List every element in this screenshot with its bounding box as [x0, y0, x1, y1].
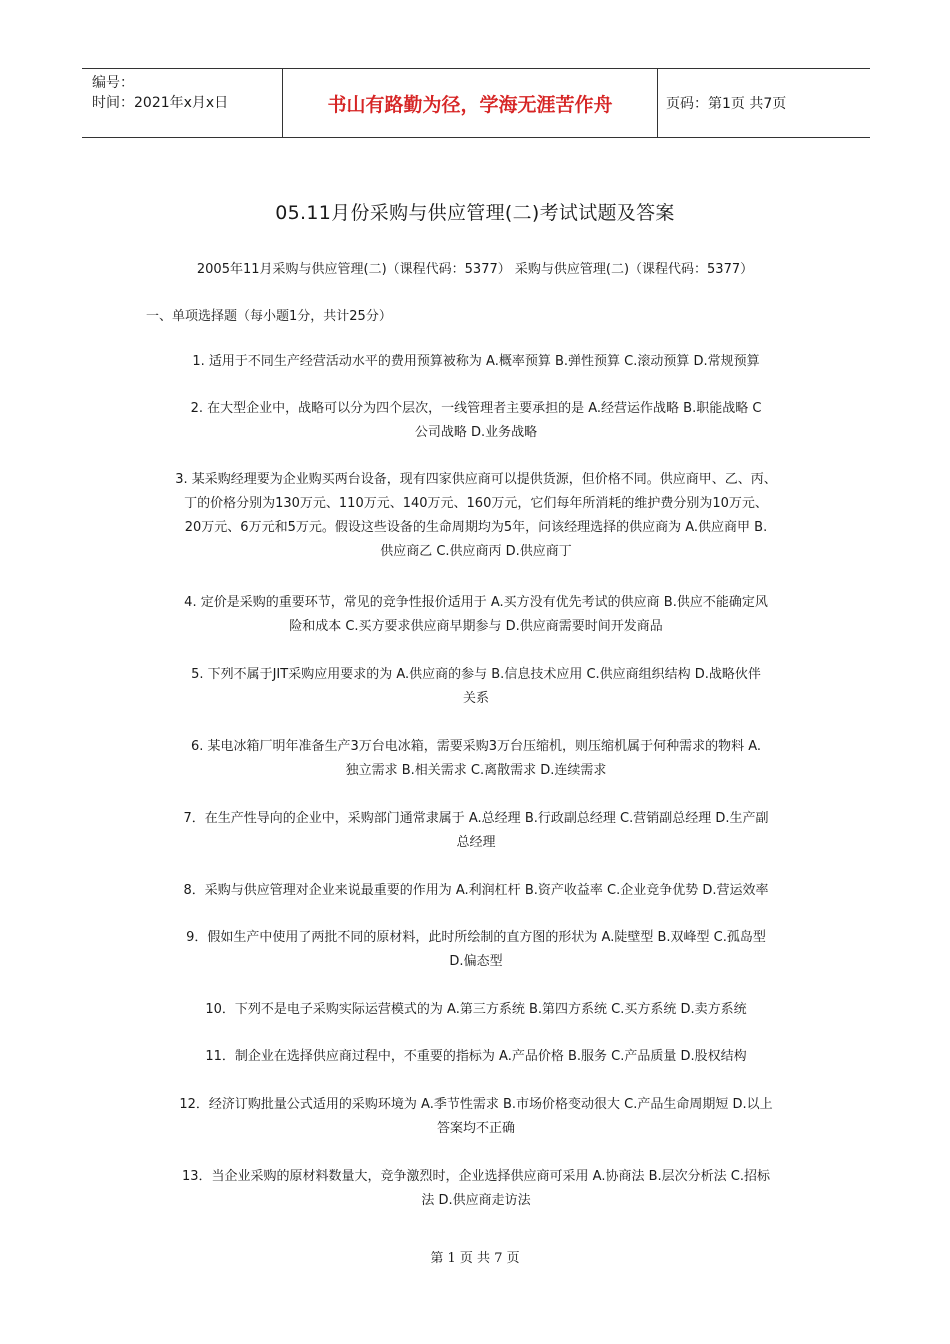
- question-2: [140, 397, 812, 445]
- document-subtitle: 2005年11月采购与供应管理(二)（课程代码：5377） 采购与供应管理(二)（课程代码：5377）: [196, 262, 754, 277]
- document-date: 时间：2021年x月x日: [92, 95, 229, 111]
- question-13: [140, 1165, 812, 1213]
- question-1: [140, 350, 812, 374]
- document-title: 05.11月份采购与供应管理(二)考试试题及答案: [275, 202, 675, 224]
- question-line: 13．当企业采购的原材料数量大，竞争激烈时，企业选择供应商可采用 A.协商法 B.层次分析法 C.招标: [182, 1169, 770, 1184]
- question-line: 8．采购与供应管理对企业来说最重要的作用为 A.利润杠杆 B.资产收益率 C.企业竞争优势 D.营运效率: [183, 883, 769, 898]
- question-line: 10．下列不是电子采购实际运营模式的为 A.第三方系统 B.第四方系统 C.买方系统 D.卖方系统: [205, 1002, 747, 1017]
- question-line: 5. 下列不属于JIT采购应用要求的为 A.供应商的参与 B.信息技术应用 C.供应商组织结构 D.战略伙伴: [191, 667, 761, 682]
- question-line: 供应商乙 C.供应商丙 D.供应商丁: [380, 544, 572, 559]
- question-line: D.偏态型: [449, 954, 503, 969]
- question-line: 9．假如生产中使用了两批不同的原材料，此时所绘制的直方图的形状为 A.陡壁型 B.双峰型 C.孤岛型: [186, 930, 766, 945]
- question-line: 11．制企业在选择供应商过程中，不重要的指标为 A.产品价格 B.服务 C.产品质量 D.股权结构: [205, 1049, 747, 1064]
- question-line: 公司战略 D.业务战略: [414, 425, 538, 440]
- question-4: [140, 591, 812, 639]
- question-11: [140, 1045, 812, 1069]
- header-page-info: 页码：第1页 共7页: [666, 96, 787, 112]
- question-line: 丁的价格分别为130万元、110万元、140万元、160万元，它们每年所消耗的维护费分别为10万元、: [184, 496, 768, 511]
- question-line: 总经理: [456, 835, 496, 850]
- question-9: [140, 926, 812, 974]
- section-heading: 一、单项选择题（每小题1分，共计25分）: [146, 309, 392, 324]
- header-table: [82, 68, 870, 138]
- question-line: 1. 适用于不同生产经营活动水平的费用预算被称为 A.概率预算 B.弹性预算 C.滚动预算 D.常规预算: [192, 354, 760, 369]
- question-line: 险和成本 C.买方要求供应商早期参与 D.供应商需要时间开发商品: [289, 619, 663, 634]
- question-7: [140, 807, 812, 855]
- question-line: 3. 某采购经理要为企业购买两台设备，现有四家供应商可以提供货源，但价格不同。供应商甲、乙、丙、: [175, 472, 777, 487]
- question-10: [140, 998, 812, 1022]
- question-line: 20万元、6万元和5万元。假设这些设备的生命周期均为5年，问该经理选择的供应商为 A.供应商甲 B.: [184, 520, 768, 535]
- header-meta-cell: [82, 69, 282, 137]
- question-12: [140, 1093, 812, 1141]
- question-line: 2. 在大型企业中，战略可以分为四个层次，一线管理者主要承担的是 A.经营运作战略 B.职能战略 C: [190, 401, 762, 416]
- question-5: [140, 663, 812, 711]
- question-3: [140, 468, 812, 564]
- question-8: [140, 879, 812, 903]
- question-line: 7．在生产性导向的企业中，采购部门通常隶属于 A.总经理 B.行政副总经理 C.营销副总经理 D.生产副: [183, 811, 769, 826]
- question-line: 关系: [462, 691, 489, 706]
- question-line: 4. 定价是采购的重要环节，常见的竞争性报价适用于 A.买方没有优先考试的供应商 B.供应不能确定风: [184, 595, 768, 610]
- question-6: [140, 735, 812, 783]
- question-line: 12．经济订购批量公式适用的采购环境为 A.季节性需求 B.市场价格变动很大 C.产品生命周期短 D.以上: [179, 1097, 773, 1112]
- question-line: 答案均不正确: [436, 1121, 515, 1136]
- question-line: 独立需求 B.相关需求 C.离散需求 D.连续需求: [345, 763, 607, 778]
- question-line: 6. 某电冰箱厂明年准备生产3万台电冰箱，需要采购3万台压缩机，则压缩机属于何种需求的物料 A.: [190, 739, 761, 754]
- page-footer: 第 1 页 共 7 页: [430, 1251, 520, 1266]
- document-number-label: 编号：: [92, 75, 134, 91]
- question-line: 法 D.供应商走访法: [421, 1193, 531, 1208]
- header-motto: 书山有路勤为径，学海无涯苦作舟: [282, 69, 658, 137]
